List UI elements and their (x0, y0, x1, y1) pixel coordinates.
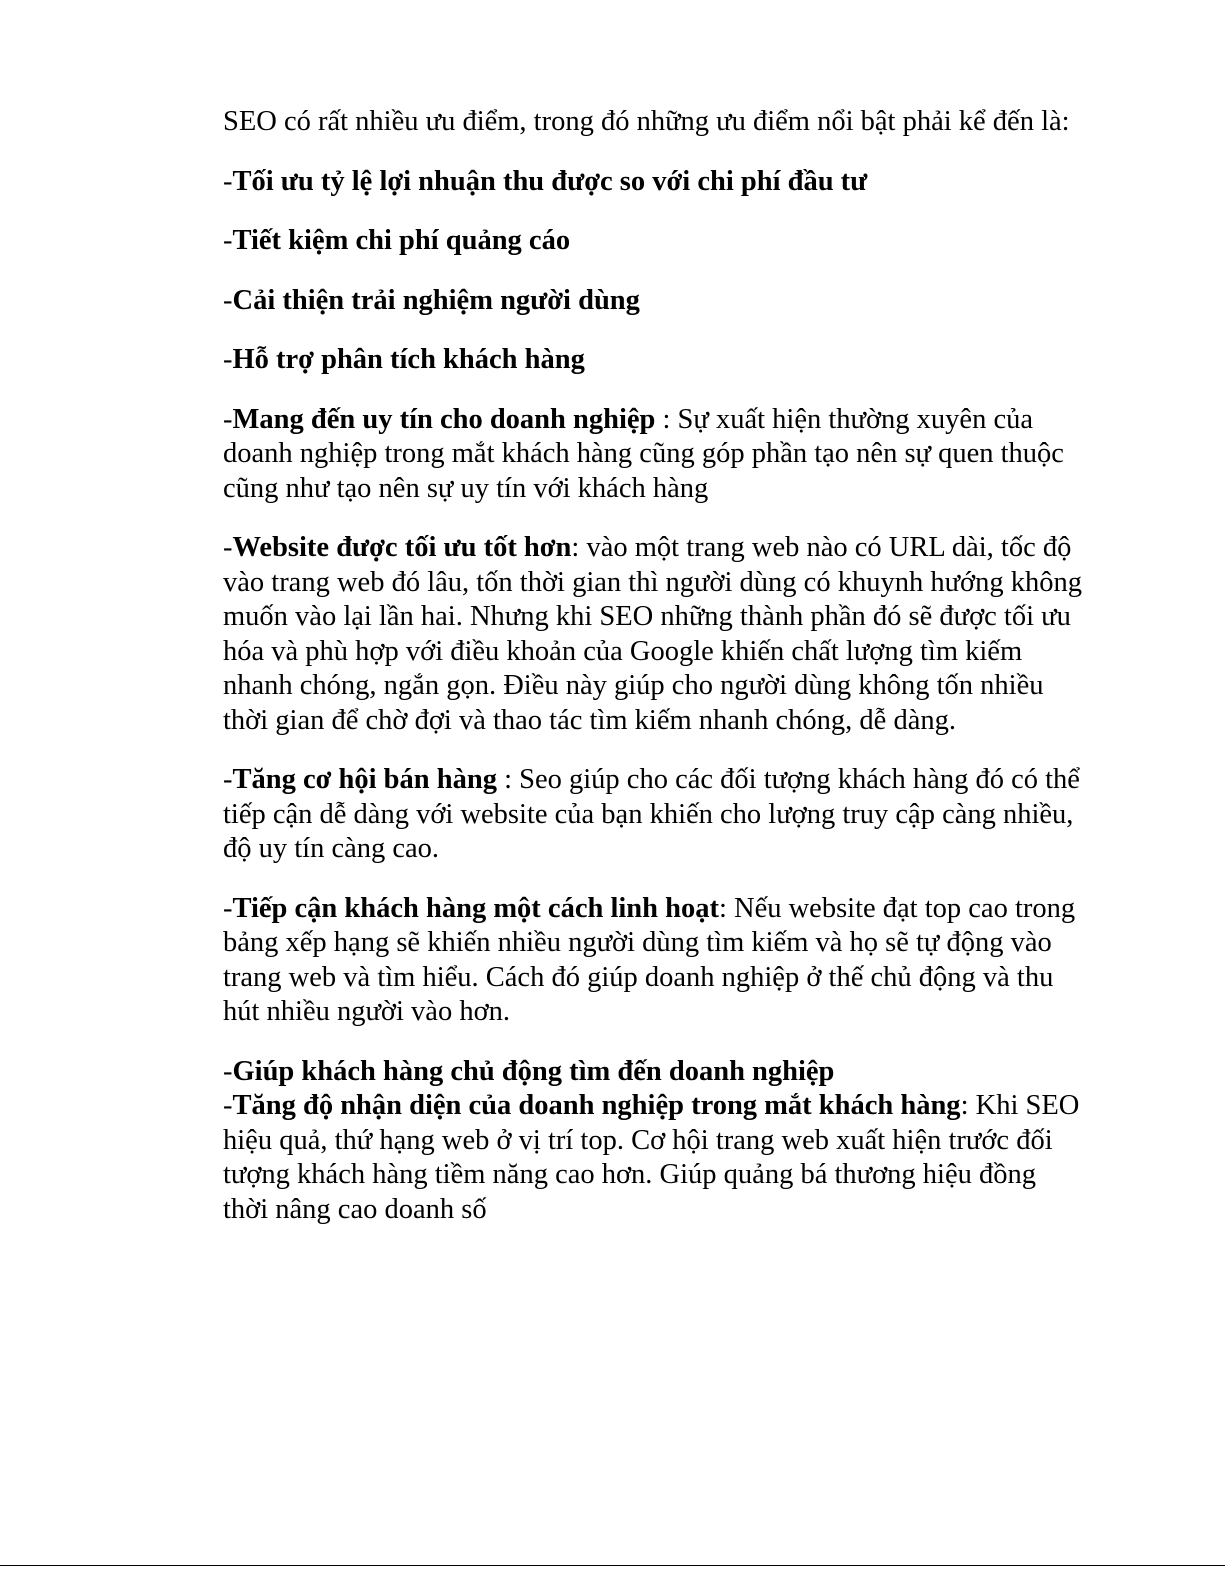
item-prefix: - (223, 403, 233, 435)
document-page (223, 105, 1083, 1252)
item-prefix: - (223, 892, 233, 924)
item-body: : Sự xuất hiện thường xuyên của doanh nghiệp trong mắt khách hàng cũng góp phần tạo nên sự quen thuộc cũng như tạo nên sự uy tín với khách hàng (223, 403, 1064, 504)
item-prefix: - (223, 1055, 233, 1087)
advantage-item (223, 763, 1083, 867)
item-prefix: - (223, 284, 233, 316)
item-title: Mang đến uy tín cho doanh nghiệp (232, 403, 656, 435)
item-body: : Khi SEO hiệu quả, thứ hạng web ở vị trí top. Cơ hội trang web xuất hiện trước đối tượng khách hàng tiềm năng cao hơn. Giúp quảng bá thương hiệu đồng thời nâng cao doanh số (223, 1090, 1080, 1225)
item-title: Tăng độ nhận diện của doanh nghiệp trong mắt khách hàng (232, 1090, 961, 1121)
item-title: Giúp khách hàng chủ động tìm đến doanh nghiệp (232, 1055, 835, 1087)
item-title: Tiếp cận khách hàng một cách linh hoạt (232, 892, 719, 924)
item-body: : Seo giúp cho các đối tượng khách hàng đó có thể tiếp cận dễ dàng với website của bạn khiến cho lượng truy cập càng nhiều, độ uy tín càng cao. (223, 764, 1080, 864)
advantage-item (223, 531, 1083, 738)
item-prefix: - (223, 532, 233, 563)
item-title: Tối ưu tỷ lệ lợi nhuận thu được so với chi phí đầu tư (232, 165, 868, 197)
item-title: Tiết kiệm chi phí quảng cáo (232, 225, 571, 256)
item-title: Cải thiện trải nghiệm người dùng (232, 284, 640, 316)
item-prefix: - (223, 764, 233, 795)
item-prefix: - (223, 165, 233, 197)
advantage-item (223, 1055, 1083, 1090)
item-title: Tăng cơ hội bán hàng (232, 764, 497, 795)
item-prefix: - (223, 1090, 233, 1121)
intro-paragraph: SEO có rất nhiều ưu điểm, trong đó những ưu điểm nổi bật phải kể đến là: (223, 106, 1070, 137)
item-body: : vào một trang web nào có URL dài, tốc độ vào trang web đó lâu, tốn thời gian thì người dùng có khuynh hướng không muốn vào lại lần hai. Nhưng khi SEO những thành phần đó sẽ được tối ưu hóa và phù hợp với điều khoản của Google khiến chất lượng tìm kiếm nhanh chóng, ngắn gọn. Điều này giúp cho người dùng không tốn nhiều thời gian để chờ đợi và thao tác tìm kiếm nhanh chóng, dễ dàng. (223, 532, 1082, 736)
item-title: Hỗ trợ phân tích khách hàng (232, 344, 585, 375)
item-body: : Nếu website đạt top cao trong bảng xếp hạng sẽ khiến nhiều người dùng tìm kiếm và họ sẽ tự động vào trang web và tìm hiểu. Cách đó giúp doanh nghiệp ở thế chủ động và thu hút nhiều người vào hơn. (223, 892, 1076, 1027)
page-bottom-rule (0, 1565, 1225, 1566)
advantage-item (223, 403, 1083, 507)
advantage-item (223, 284, 1083, 319)
advantage-item (223, 892, 1083, 1030)
item-prefix: - (223, 344, 233, 375)
advantage-item (223, 343, 1083, 378)
advantage-item (223, 165, 1083, 200)
advantage-item (223, 1089, 1083, 1227)
advantage-item (223, 224, 1083, 259)
item-title: Website được tối ưu tốt hơn (232, 532, 572, 563)
item-prefix: - (223, 225, 233, 256)
